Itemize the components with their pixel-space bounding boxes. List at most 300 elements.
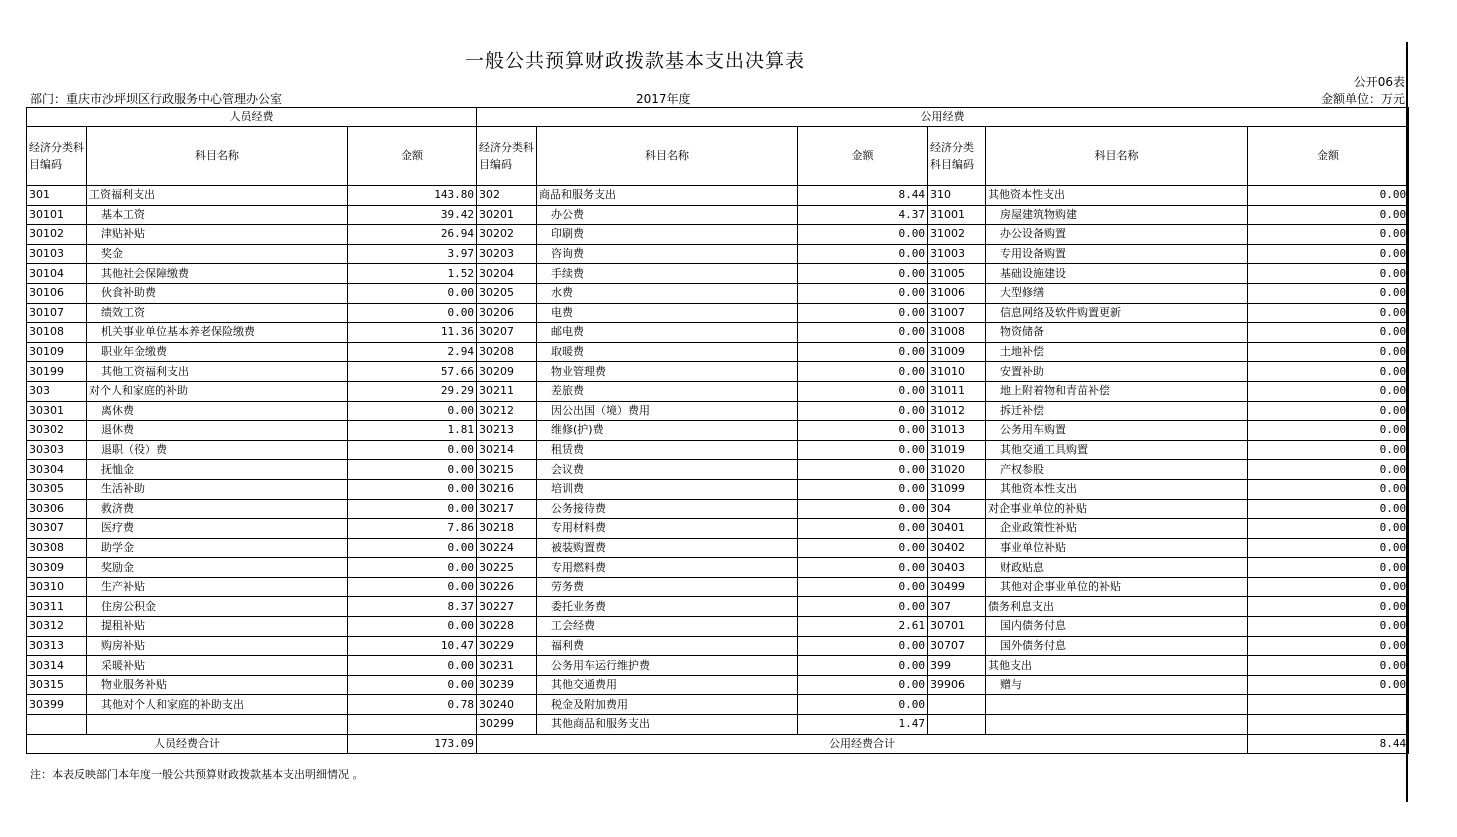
public-header: 公用经费 <box>477 108 1409 127</box>
expenditure-table <box>26 107 1409 754</box>
name-cell: 土地补偿 <box>986 342 1248 362</box>
code-cell: 31003 <box>928 244 986 264</box>
code-cell: 30403 <box>928 558 986 578</box>
name-cell: 购房补贴 <box>87 636 348 656</box>
amount-cell <box>348 715 477 735</box>
name-cell: 离休费 <box>87 401 348 421</box>
name-cell: 办公费 <box>537 205 798 225</box>
code-cell: 30203 <box>477 244 537 264</box>
code-cell <box>27 715 87 735</box>
table-row <box>27 715 1409 735</box>
code-cell <box>928 715 986 735</box>
amount-cell: 0.00 <box>348 303 477 323</box>
name-cell: 因公出国（境）费用 <box>537 401 798 421</box>
code-cell: 30310 <box>27 577 87 597</box>
name-cell: 地上附着物和青苗补偿 <box>986 381 1248 401</box>
amount-cell: 39.42 <box>348 205 477 225</box>
amount-unit: 金额单位：万元 <box>1320 92 1405 106</box>
name-cell: 房屋建筑物购建 <box>986 205 1248 225</box>
amount-cell: 0.00 <box>1248 205 1409 225</box>
name-cell: 采暖补贴 <box>87 656 348 676</box>
code-cell: 30204 <box>477 264 537 284</box>
name-cell: 对个人和家庭的补助 <box>87 381 348 401</box>
amount-cell: 0.78 <box>348 695 477 715</box>
name-cell: 退职（役）费 <box>87 440 348 460</box>
code-cell: 30226 <box>477 577 537 597</box>
code-cell: 304 <box>928 499 986 519</box>
name-cell: 公务接待费 <box>537 499 798 519</box>
table-row <box>27 597 1409 617</box>
amount-cell: 0.00 <box>1248 264 1409 284</box>
amount-cell: 0.00 <box>1248 519 1409 539</box>
code-cell: 30215 <box>477 460 537 480</box>
name-cell: 津贴补贴 <box>87 225 348 245</box>
name-cell: 专用设备购置 <box>986 244 1248 264</box>
code-cell: 30229 <box>477 636 537 656</box>
name-cell: 福利费 <box>537 636 798 656</box>
amount-cell: 0.00 <box>798 675 928 695</box>
amount-cell: 0.00 <box>1248 381 1409 401</box>
name-cell: 印刷费 <box>537 225 798 245</box>
name-cell <box>986 715 1248 735</box>
public-total-label: 公用经费合计 <box>477 734 1248 754</box>
amount-cell: 0.00 <box>1248 323 1409 343</box>
code-cell: 30399 <box>27 695 87 715</box>
name-cell: 专用燃料费 <box>537 558 798 578</box>
amount-cell: 0.00 <box>1248 342 1409 362</box>
amount-cell: 7.86 <box>348 519 477 539</box>
name-cell: 工资福利支出 <box>87 186 348 206</box>
name-cell: 物业管理费 <box>537 362 798 382</box>
amount-cell: 0.00 <box>798 264 928 284</box>
amount-cell: 0.00 <box>798 283 928 303</box>
amount-cell: 0.00 <box>1248 225 1409 245</box>
code-cell: 30109 <box>27 342 87 362</box>
code-cell: 303 <box>27 381 87 401</box>
amount-cell: 0.00 <box>798 636 928 656</box>
code-cell: 30103 <box>27 244 87 264</box>
name-cell: 伙食补助费 <box>87 283 348 303</box>
name-cell: 医疗费 <box>87 519 348 539</box>
code-cell: 30315 <box>27 675 87 695</box>
name-cell: 财政贴息 <box>986 558 1248 578</box>
name-cell: 其他资本性支出 <box>986 479 1248 499</box>
table-row <box>27 401 1409 421</box>
name-cell: 奖金 <box>87 244 348 264</box>
name-cell: 维修(护)费 <box>537 421 798 441</box>
table-row <box>27 264 1409 284</box>
code-cell: 30218 <box>477 519 537 539</box>
name-cell: 电费 <box>537 303 798 323</box>
amount-cell: 0.00 <box>798 460 928 480</box>
amount-cell: 0.00 <box>1248 499 1409 519</box>
code-cell: 30239 <box>477 675 537 695</box>
code-cell: 30213 <box>477 421 537 441</box>
amount-cell: 0.00 <box>1248 244 1409 264</box>
amount-cell: 0.00 <box>798 558 928 578</box>
amount-cell: 0.00 <box>1248 283 1409 303</box>
name-cell: 职业年金缴费 <box>87 342 348 362</box>
amount-cell: 0.00 <box>798 479 928 499</box>
code-cell: 30303 <box>27 440 87 460</box>
code-cell: 30216 <box>477 479 537 499</box>
amount-cell <box>1248 695 1409 715</box>
amount-cell: 0.00 <box>348 479 477 499</box>
name-cell: 基础设施建设 <box>986 264 1248 284</box>
amount-cell: 0.00 <box>348 538 477 558</box>
amount-cell: 0.00 <box>1248 421 1409 441</box>
amount-cell: 0.00 <box>798 695 928 715</box>
code-cell: 30307 <box>27 519 87 539</box>
table-row <box>27 225 1409 245</box>
amount-cell: 0.00 <box>1248 460 1409 480</box>
name-cell: 绩效工资 <box>87 303 348 323</box>
code-cell: 30402 <box>928 538 986 558</box>
name-cell: 基本工资 <box>87 205 348 225</box>
code-cell: 301 <box>27 186 87 206</box>
code-cell: 30211 <box>477 381 537 401</box>
amount-cell: 0.00 <box>348 401 477 421</box>
name-cell: 取暖费 <box>537 342 798 362</box>
name-cell: 水费 <box>537 283 798 303</box>
name-cell: 生产补贴 <box>87 577 348 597</box>
amount-cell: 0.00 <box>798 342 928 362</box>
code-cell: 30304 <box>27 460 87 480</box>
table-row <box>27 675 1409 695</box>
code-cell: 31001 <box>928 205 986 225</box>
amount-cell: 0.00 <box>798 440 928 460</box>
amount-cell: 0.00 <box>798 401 928 421</box>
page-title: 一般公共预算财政拨款基本支出决算表 <box>464 50 805 72</box>
code-cell: 30231 <box>477 656 537 676</box>
amount-cell: 0.00 <box>798 362 928 382</box>
amount-cell: 0.00 <box>348 656 477 676</box>
code-cell: 302 <box>477 186 537 206</box>
name-cell <box>87 715 348 735</box>
amount-cell: 0.00 <box>798 519 928 539</box>
name-cell: 赠与 <box>986 675 1248 695</box>
amount-cell: 4.37 <box>798 205 928 225</box>
amount-cell: 0.00 <box>1248 538 1409 558</box>
department-label: 部门：重庆市沙坪坝区行政服务中心管理办公室 <box>30 92 283 106</box>
code-cell <box>928 695 986 715</box>
name-cell: 抚恤金 <box>87 460 348 480</box>
amount-cell: 0.00 <box>1248 401 1409 421</box>
amount-cell: 0.00 <box>798 323 928 343</box>
name-cell: 大型修缮 <box>986 283 1248 303</box>
code-cell: 30302 <box>27 421 87 441</box>
name-cell: 劳务费 <box>537 577 798 597</box>
code-cell: 30106 <box>27 283 87 303</box>
code-cell: 30207 <box>477 323 537 343</box>
name-cell: 机关事业单位基本养老保险缴费 <box>87 323 348 343</box>
name-cell: 专用材料费 <box>537 519 798 539</box>
code-cell: 30228 <box>477 617 537 637</box>
code-cell: 30208 <box>477 342 537 362</box>
amount-cell: 0.00 <box>798 303 928 323</box>
amount-cell: 0.00 <box>798 225 928 245</box>
table-row <box>27 421 1409 441</box>
amount-cell: 8.37 <box>348 597 477 617</box>
name-cell: 租赁费 <box>537 440 798 460</box>
code-cell: 30305 <box>27 479 87 499</box>
amount-cell: 10.47 <box>348 636 477 656</box>
table-row <box>27 695 1409 715</box>
amount-cell: 0.00 <box>1248 362 1409 382</box>
right-border-line <box>1406 42 1408 802</box>
table-row <box>27 342 1409 362</box>
table-row <box>27 479 1409 499</box>
table-body <box>27 186 1409 735</box>
amount-cell: 2.61 <box>798 617 928 637</box>
name-cell: 国内债务付息 <box>986 617 1248 637</box>
name-header: 科目名称 <box>87 127 348 186</box>
code-cell: 31008 <box>928 323 986 343</box>
name-cell: 委托业务费 <box>537 597 798 617</box>
amount-cell: 0.00 <box>348 577 477 597</box>
amount-cell: 0.00 <box>798 656 928 676</box>
amount-cell: 0.00 <box>1248 675 1409 695</box>
code-cell: 30401 <box>928 519 986 539</box>
amount-cell: 0.00 <box>1248 656 1409 676</box>
table-row <box>27 362 1409 382</box>
name-cell: 住房公积金 <box>87 597 348 617</box>
name-cell: 公务用车运行维护费 <box>537 656 798 676</box>
name-cell: 其他对个人和家庭的补助支出 <box>87 695 348 715</box>
public-total-value: 8.44 <box>1248 734 1409 754</box>
name-cell: 其他交通费用 <box>537 675 798 695</box>
amount-cell: 1.81 <box>348 421 477 441</box>
code-cell: 310 <box>928 186 986 206</box>
amount-cell: 0.00 <box>1248 577 1409 597</box>
code-cell: 30214 <box>477 440 537 460</box>
name-cell: 国外债务付息 <box>986 636 1248 656</box>
table-row <box>27 381 1409 401</box>
code-cell: 30206 <box>477 303 537 323</box>
code-cell: 30240 <box>477 695 537 715</box>
code-cell: 39906 <box>928 675 986 695</box>
code-cell: 30312 <box>27 617 87 637</box>
code-cell: 30209 <box>477 362 537 382</box>
amount-cell: 0.00 <box>798 244 928 264</box>
code-header: 经济分类科目编码 <box>27 127 87 186</box>
code-cell: 30104 <box>27 264 87 284</box>
amount-cell: 8.44 <box>798 186 928 206</box>
code-cell: 31011 <box>928 381 986 401</box>
code-cell: 31002 <box>928 225 986 245</box>
code-cell: 30301 <box>27 401 87 421</box>
amount-cell: 0.00 <box>1248 186 1409 206</box>
fiscal-year: 2017年度 <box>636 92 691 106</box>
code-cell: 31007 <box>928 303 986 323</box>
amount-cell: 1.52 <box>348 264 477 284</box>
code-cell: 30201 <box>477 205 537 225</box>
amount-cell: 0.00 <box>798 381 928 401</box>
code-cell: 31010 <box>928 362 986 382</box>
personnel-header: 人员经费 <box>27 108 477 127</box>
code-cell: 30499 <box>928 577 986 597</box>
code-header: 经济分类科目编码 <box>928 127 986 186</box>
code-cell: 30227 <box>477 597 537 617</box>
name-cell: 拆迁补偿 <box>986 401 1248 421</box>
name-cell: 企业政策性补贴 <box>986 519 1248 539</box>
amount-cell: 1.47 <box>798 715 928 735</box>
name-cell: 助学金 <box>87 538 348 558</box>
footnote: 注：本表反映部门本年度一般公共预算财政拨款基本支出明细情况 。 <box>30 768 364 781</box>
amount-cell: 0.00 <box>798 421 928 441</box>
table-row <box>27 656 1409 676</box>
name-cell: 其他工资福利支出 <box>87 362 348 382</box>
name-cell: 信息网络及软件购置更新 <box>986 303 1248 323</box>
code-cell: 30101 <box>27 205 87 225</box>
code-cell: 31012 <box>928 401 986 421</box>
code-cell: 31019 <box>928 440 986 460</box>
personnel-total-value: 173.09 <box>348 734 477 754</box>
code-cell: 30202 <box>477 225 537 245</box>
code-cell: 31099 <box>928 479 986 499</box>
amount-cell: 0.00 <box>348 460 477 480</box>
name-cell: 咨询费 <box>537 244 798 264</box>
amount-cell: 26.94 <box>348 225 477 245</box>
amount-cell: 0.00 <box>1248 303 1409 323</box>
name-cell: 生活补助 <box>87 479 348 499</box>
code-cell: 30224 <box>477 538 537 558</box>
code-cell: 30707 <box>928 636 986 656</box>
amount-cell: 0.00 <box>798 538 928 558</box>
code-cell: 30102 <box>27 225 87 245</box>
code-cell: 30306 <box>27 499 87 519</box>
code-cell: 30108 <box>27 323 87 343</box>
table-row <box>27 244 1409 264</box>
code-cell: 30217 <box>477 499 537 519</box>
code-cell: 30701 <box>928 617 986 637</box>
amount-cell: 0.00 <box>1248 558 1409 578</box>
amount-cell: 0.00 <box>1248 440 1409 460</box>
table-row <box>27 283 1409 303</box>
name-cell: 其他支出 <box>986 656 1248 676</box>
amount-cell: 0.00 <box>1248 617 1409 637</box>
name-cell: 会议费 <box>537 460 798 480</box>
amount-cell: 57.66 <box>348 362 477 382</box>
name-cell: 税金及附加费用 <box>537 695 798 715</box>
code-header: 经济分类科目编码 <box>477 127 537 186</box>
amount-cell: 29.29 <box>348 381 477 401</box>
code-cell: 31005 <box>928 264 986 284</box>
name-cell: 办公设备购置 <box>986 225 1248 245</box>
table-row <box>27 577 1409 597</box>
form-number: 公开06表 <box>1353 75 1405 89</box>
amount-cell <box>1248 715 1409 735</box>
name-cell: 被装购置费 <box>537 538 798 558</box>
code-cell: 30311 <box>27 597 87 617</box>
name-cell: 其他交通工具购置 <box>986 440 1248 460</box>
name-cell: 手续费 <box>537 264 798 284</box>
name-cell: 奖励金 <box>87 558 348 578</box>
table-row <box>27 519 1409 539</box>
amount-header: 金额 <box>1248 127 1409 186</box>
table-row <box>27 499 1409 519</box>
table-row <box>27 323 1409 343</box>
name-cell: 邮电费 <box>537 323 798 343</box>
amount-cell: 0.00 <box>348 499 477 519</box>
table-row <box>27 636 1409 656</box>
name-cell: 债务利息支出 <box>986 597 1248 617</box>
name-cell: 提租补贴 <box>87 617 348 637</box>
table-row <box>27 558 1409 578</box>
amount-cell: 0.00 <box>348 617 477 637</box>
name-cell: 事业单位补贴 <box>986 538 1248 558</box>
table-row <box>27 460 1409 480</box>
name-cell: 培训费 <box>537 479 798 499</box>
amount-cell: 2.94 <box>348 342 477 362</box>
code-cell: 30313 <box>27 636 87 656</box>
name-cell: 产权参股 <box>986 460 1248 480</box>
code-cell: 30308 <box>27 538 87 558</box>
name-cell: 其他商品和服务支出 <box>537 715 798 735</box>
name-cell: 物资储备 <box>986 323 1248 343</box>
code-cell: 30225 <box>477 558 537 578</box>
code-cell: 30309 <box>27 558 87 578</box>
table-row <box>27 303 1409 323</box>
name-cell: 物业服务补贴 <box>87 675 348 695</box>
amount-cell: 11.36 <box>348 323 477 343</box>
code-cell: 30212 <box>477 401 537 421</box>
code-cell: 30314 <box>27 656 87 676</box>
code-cell: 31006 <box>928 283 986 303</box>
name-cell: 对企事业单位的补贴 <box>986 499 1248 519</box>
amount-cell: 0.00 <box>798 499 928 519</box>
name-cell: 工会经费 <box>537 617 798 637</box>
amount-cell: 0.00 <box>1248 479 1409 499</box>
amount-header: 金额 <box>348 127 477 186</box>
code-cell: 399 <box>928 656 986 676</box>
code-cell: 30205 <box>477 283 537 303</box>
amount-cell: 0.00 <box>1248 597 1409 617</box>
name-cell: 其他社会保障缴费 <box>87 264 348 284</box>
amount-cell: 0.00 <box>348 558 477 578</box>
code-cell: 30299 <box>477 715 537 735</box>
table-row <box>27 186 1409 206</box>
name-cell: 差旅费 <box>537 381 798 401</box>
code-cell: 30199 <box>27 362 87 382</box>
table-row <box>27 440 1409 460</box>
table-row <box>27 205 1409 225</box>
code-cell: 307 <box>928 597 986 617</box>
amount-cell: 0.00 <box>798 597 928 617</box>
table-row <box>27 538 1409 558</box>
personnel-total-label: 人员经费合计 <box>27 734 348 754</box>
amount-cell: 0.00 <box>348 440 477 460</box>
name-cell <box>986 695 1248 715</box>
name-header: 科目名称 <box>986 127 1248 186</box>
amount-cell: 0.00 <box>1248 636 1409 656</box>
name-cell: 安置补助 <box>986 362 1248 382</box>
amount-cell: 3.97 <box>348 244 477 264</box>
code-cell: 30107 <box>27 303 87 323</box>
table-row <box>27 617 1409 637</box>
amount-cell: 0.00 <box>348 283 477 303</box>
name-cell: 公务用车购置 <box>986 421 1248 441</box>
name-cell: 救济费 <box>87 499 348 519</box>
name-cell: 商品和服务支出 <box>537 186 798 206</box>
code-cell: 31013 <box>928 421 986 441</box>
name-header: 科目名称 <box>537 127 798 186</box>
name-cell: 其他对企事业单位的补贴 <box>986 577 1248 597</box>
name-cell: 其他资本性支出 <box>986 186 1248 206</box>
amount-header: 金额 <box>798 127 928 186</box>
name-cell: 退休费 <box>87 421 348 441</box>
code-cell: 31020 <box>928 460 986 480</box>
